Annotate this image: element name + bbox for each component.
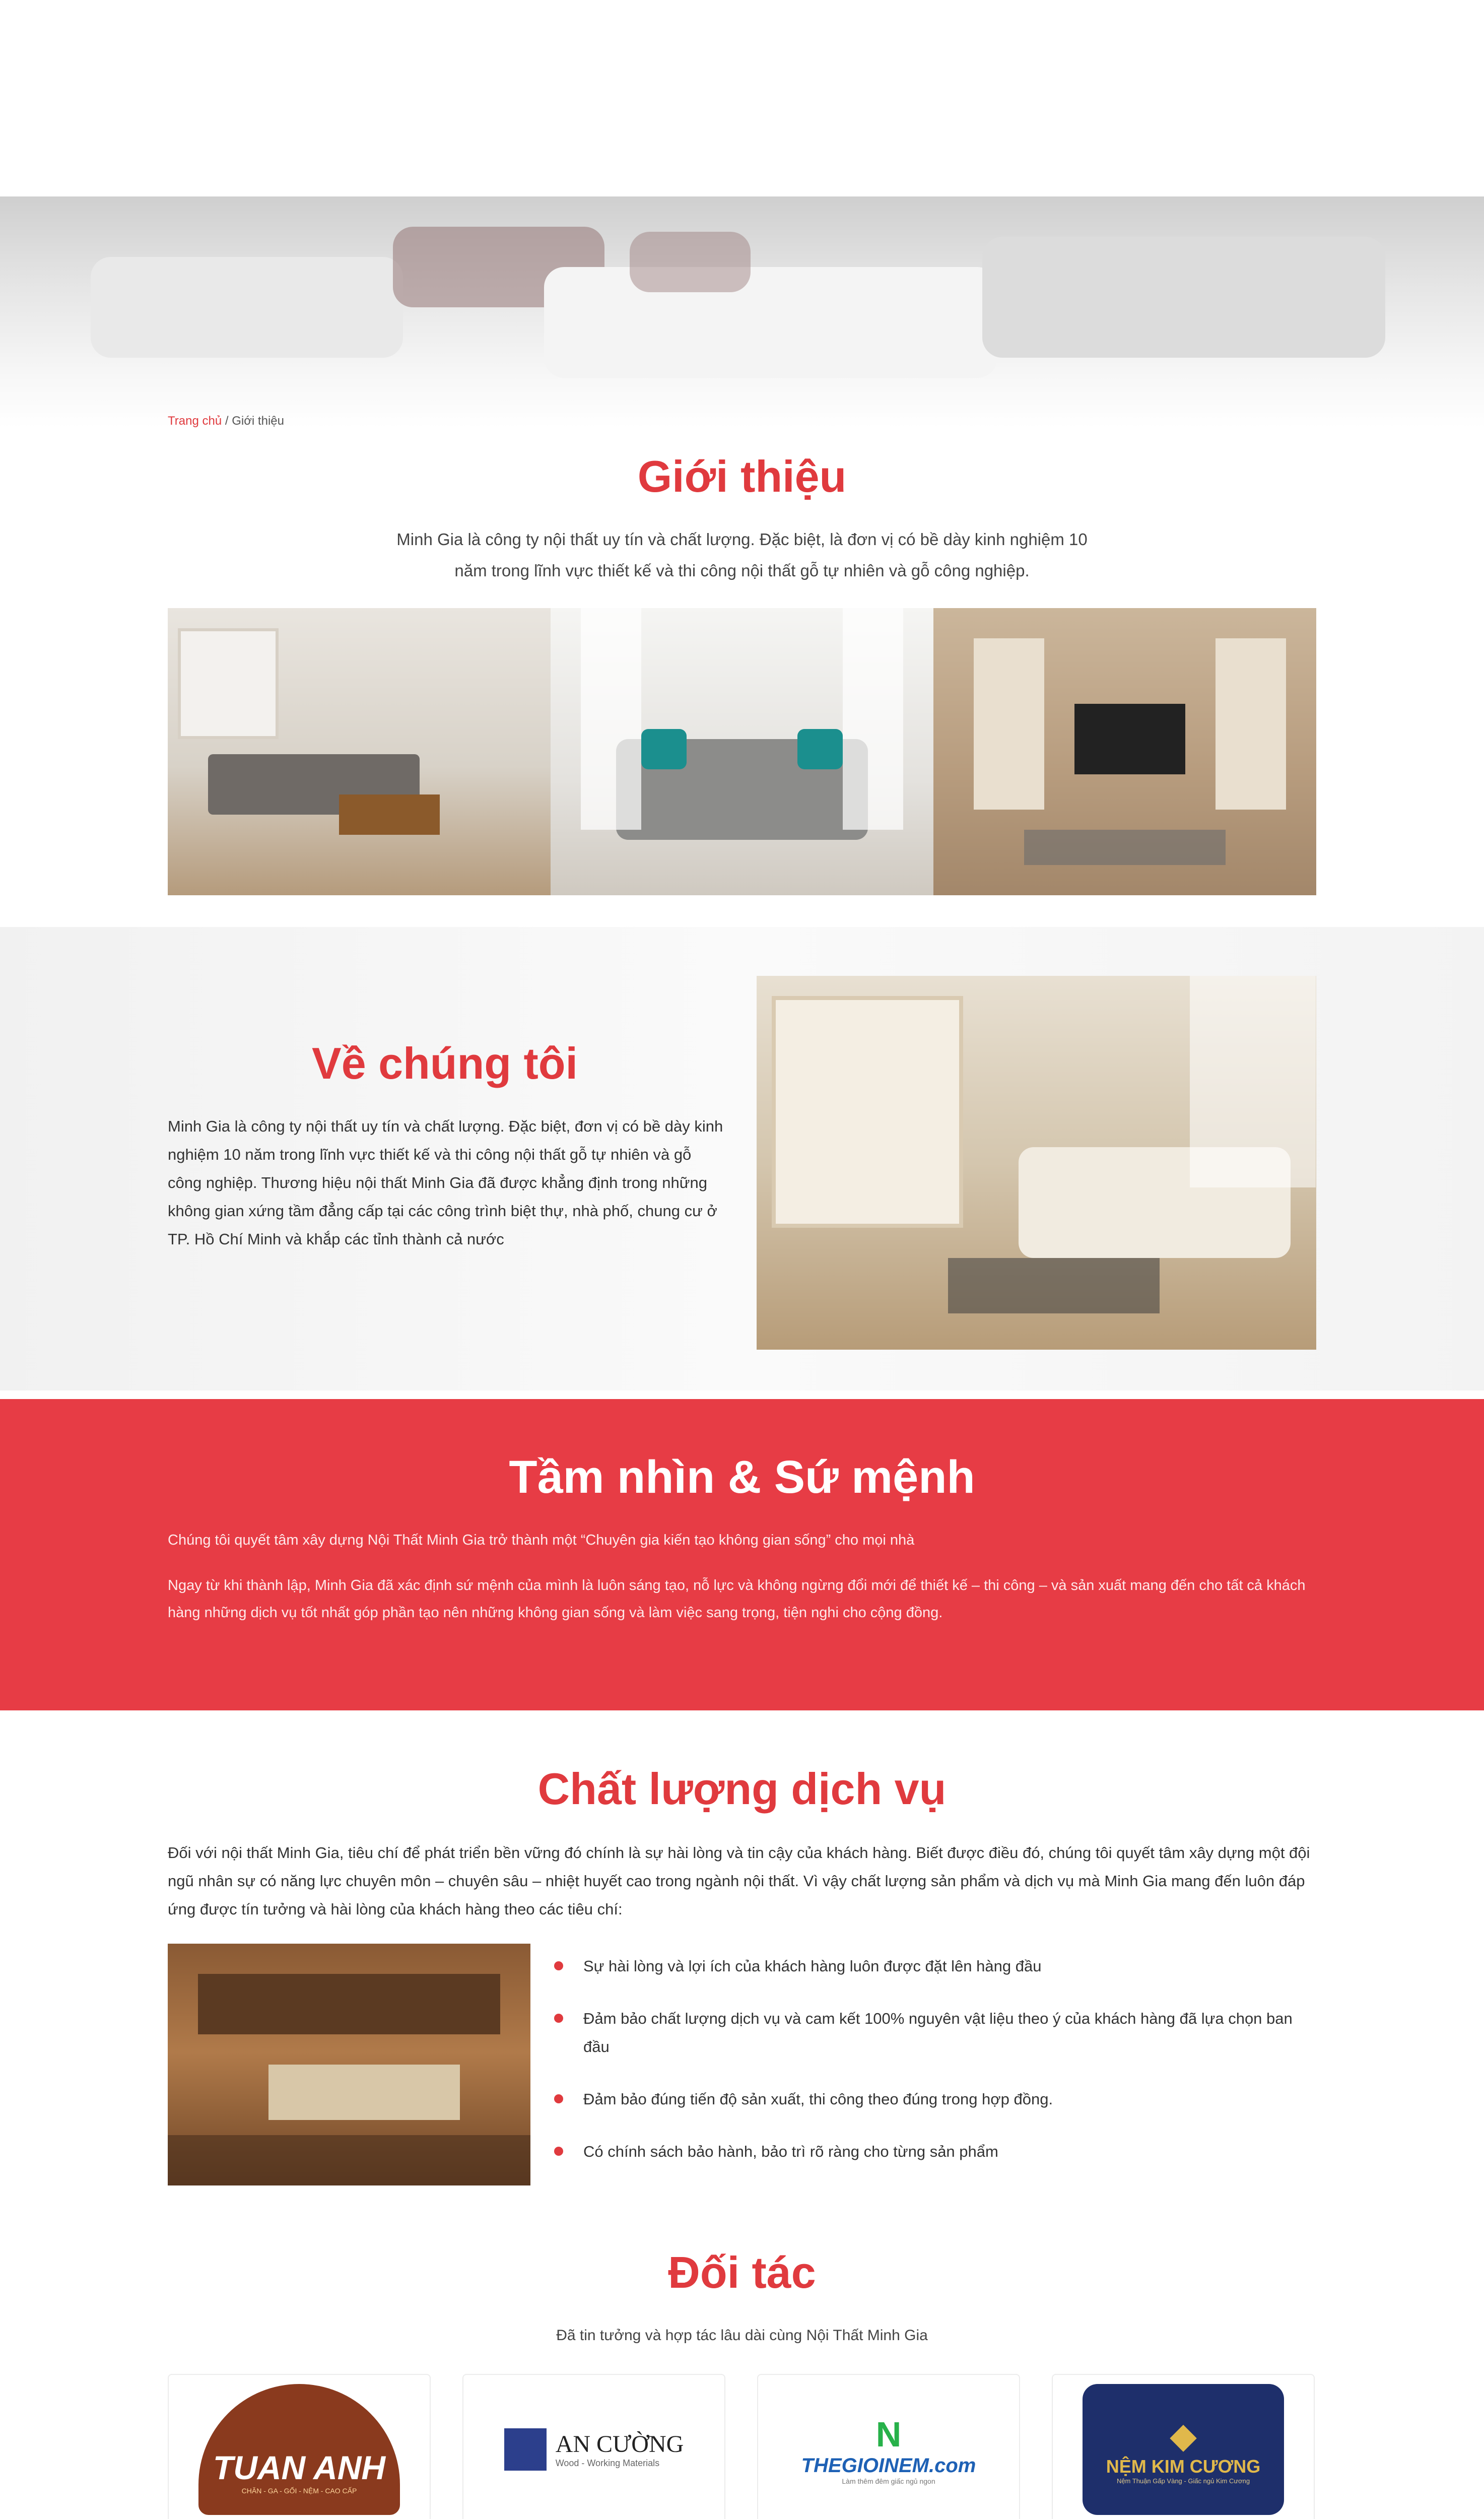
breadcrumb (168, 414, 284, 428)
hero-banner (0, 196, 1484, 428)
vision-section (0, 1399, 1484, 1710)
partner-name: TUAN ANH (213, 2449, 386, 2486)
quality-text: Đối với nội thất Minh Gia, tiêu chí để phát triển bền vững đó chính là sự hài lòng và tin cậy của khách hàng. Biết được điều đó, chúng tôi quyết tâm xây dựng một đội ngũ nhân sự có năng lực chuyên môn – chuyên sâu – nhiệt huyết cao trong ngành nội thất. Vì vậy chất lượng sản phẩm và dịch vụ mà Minh Gia mang đến luôn đáp ứng được tín tưởng và hài lòng của khách hàng theo các tiêu chí: (168, 1844, 1310, 1918)
partner-sub: Làm thêm đêm giấc ngủ ngon (842, 2477, 935, 2485)
quality-list-item: Có chính sách bảo hành, bảo trì rõ ràng cho từng sản phẩm (554, 2138, 1315, 2166)
about-photo (757, 976, 1316, 1350)
living-room-photo-2 (551, 608, 933, 895)
intro-text-line-2: năm trong lĩnh vực thiết kế và thi công nội thất gỗ tự nhiên và gỗ công nghiệp. (454, 561, 1030, 580)
living-room-photo-1 (168, 608, 551, 895)
quality-list (554, 1952, 1315, 2190)
partner-name: THEGIOINEM.com (801, 2454, 976, 2477)
thegioinem-n-icon: N (875, 2414, 902, 2454)
kitchen-photo (168, 1944, 530, 2185)
breadcrumb-home-link[interactable]: Trang chủ (168, 414, 222, 428)
intro-text (168, 524, 1316, 586)
living-room-photo-3 (933, 608, 1316, 895)
about-text: Minh Gia là công ty nội thất uy tín và chất lượng. Đặc biệt, đơn vị có bề dày kinh nghiệm 10 năm trong lĩnh vực thiết kế và thi công nội thất gỗ tự nhiên và gỗ công nghiệp. Thương hiệu nội thất Minh Gia đã được khẳng định trong những không gian xứng tầm đẳng cấp tại các công trình biệt thự, nhà phố, chung cư ở TP. Hồ Chí Minh và khắp các tỉnh thành cả nước (168, 1117, 723, 1248)
partner-name: AN CƯỜNG (555, 2431, 684, 2458)
vision-title: Tầm nhìn & Sứ mệnh (509, 1451, 975, 1503)
quality-list-item: Đảm bảo đúng tiến độ sản xuất, thi công theo đúng trong hợp đồng. (554, 2085, 1315, 2113)
partners-subtitle: Đã tin tưởng và hợp tác lâu dài cùng Nội Thất Minh Gia (556, 2327, 928, 2344)
diamond-icon: ◆ (1170, 2415, 1197, 2455)
quality-list-item: Sự hài lòng và lợi ích của khách hàng luôn được đặt lên hàng đầu (554, 1952, 1315, 1980)
partners-title: Đối tác (668, 2247, 816, 2297)
an-cuong-mark-icon (504, 2428, 547, 2471)
partner-sub: Nệm Thuận Gấp Vàng - Giấc ngủ Kim Cương (1116, 2477, 1250, 2485)
intro-text-line-1: Minh Gia là công ty nội thất uy tín và chất lượng. Đặc biệt, là đơn vị có bề dày kinh nghiệm 10 (396, 530, 1088, 549)
partner-logo-tuan-anh[interactable] (168, 2374, 431, 2519)
intro-title: Giới thiệu (637, 451, 847, 501)
partner-logo-nem-kim-cuong[interactable] (1052, 2374, 1315, 2519)
vision-text-2: Ngay từ khi thành lập, Minh Gia đã xác định sứ mệnh của mình là luôn sáng tạo, nỗ lực và không ngừng đổi mới để thiết kế – thi công – và sản xuất mang đến cho tất cả khách hàng những dịch vụ tốt nhất góp phần tạo nên những không gian sống và làm việc sang trọng, tiện nghi cho cộng đồng. (168, 1577, 1306, 1621)
partner-name: NỆM KIM CƯƠNG (1106, 2456, 1261, 2477)
quality-list-item: Đảm bảo chất lượng dịch vụ và cam kết 100% nguyên vật liệu theo ý của khách hàng đã lựa chọn ban đầu (554, 2005, 1315, 2061)
partner-sub: CHĂN - GA - GỐI - NỆM - CAO CẤP (241, 2487, 357, 2495)
breadcrumb-separator: / (225, 414, 229, 428)
quality-title: Chất lượng dịch vụ (537, 1764, 947, 1814)
about-title: Về chúng tôi (312, 1038, 578, 1088)
partner-logo-thegioinem[interactable] (757, 2374, 1020, 2519)
breadcrumb-current: Giới thiệu (232, 414, 284, 428)
vision-text-1: Chúng tôi quyết tâm xây dựng Nội Thất Minh Gia trở thành một “Chuyên gia kiến tạo không gian sống” cho mọi nhà (168, 1532, 915, 1548)
partner-sub: Wood - Working Materials (555, 2458, 660, 2468)
partner-logo-an-cuong[interactable] (462, 2374, 725, 2519)
